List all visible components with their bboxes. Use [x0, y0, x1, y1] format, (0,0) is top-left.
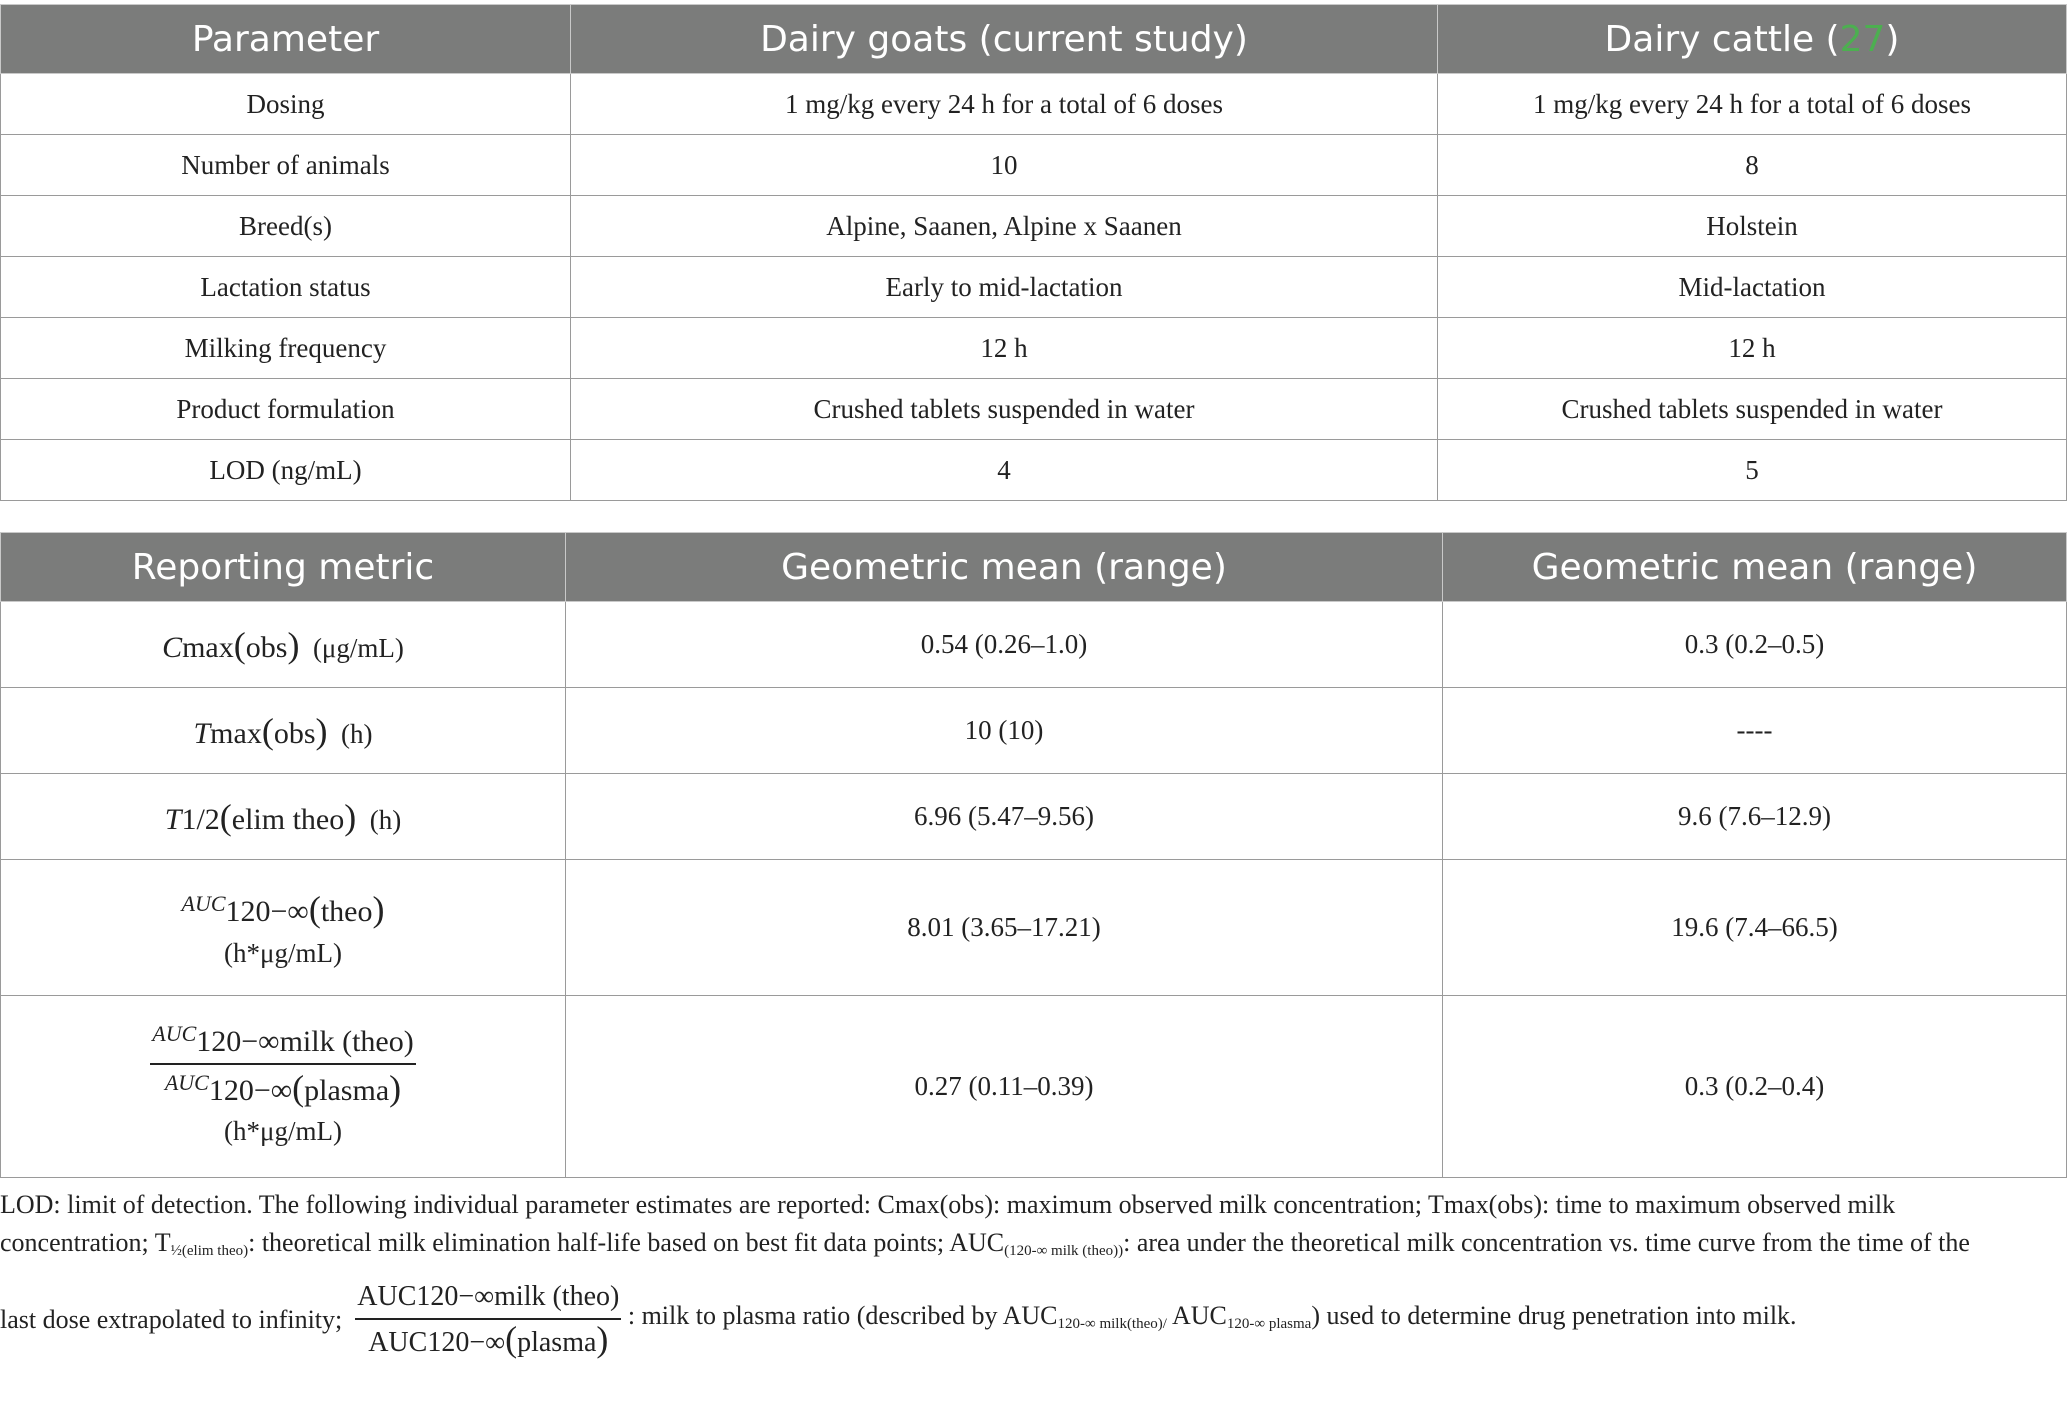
table-footnote [0, 1186, 2066, 1360]
footnote-line-2: concentration; T½(elim theo): theoretical milk elimination half-life based on best fit data points; AUC(120-∞ milk (theo)): area under the theoretical milk concentration vs. time curve from the time of the [0, 1228, 1970, 1259]
goat-value: 4 [571, 440, 1438, 501]
goat-value: 1 mg/kg every 24 h for a total of 6 doses [571, 74, 1438, 135]
metric-cmax: Cmax(obs) (μg/mL) [1, 602, 566, 688]
pk-metrics-table [0, 532, 2067, 1178]
table-row [1, 74, 2067, 135]
table-row [1, 379, 2067, 440]
footnote-fraction: $\frac{\text{AUC120−∞milk (theo)}}{\text{AUC120−∞(plasma)}}$ [357, 1281, 620, 1359]
metric-thalf: T1/2(elim theo) (h) [1, 774, 566, 860]
ratio-fraction: $\frac{^{AUC}120-\infty milk (theo)}{^{AUC}120-\infty(plasma)}$ [152, 1020, 414, 1108]
cattle-value: 9.6 (7.6–12.9) [1443, 774, 2067, 860]
goat-value: 6.96 (5.47–9.56) [566, 774, 1443, 860]
table-header-row [1, 533, 2067, 602]
table-row [1, 318, 2067, 379]
row-label: Dosing [1, 74, 571, 135]
header-parameter: Parameter [1, 5, 571, 74]
row-label: Product formulation [1, 379, 571, 440]
goat-value: 10 [571, 135, 1438, 196]
cattle-value: 5 [1438, 440, 2067, 501]
header-dairy-goats: Dairy goats (current study) [571, 5, 1438, 74]
goat-value: Alpine, Saanen, Alpine x Saanen [571, 196, 1438, 257]
cattle-value: 1 mg/kg every 24 h for a total of 6 doses [1438, 74, 2067, 135]
reference-link[interactable]: 27 [1839, 18, 1886, 60]
row-label: Number of animals [1, 135, 571, 196]
cattle-value: 0.3 (0.2–0.5) [1443, 602, 2067, 688]
study-comparison-table [0, 4, 2067, 501]
table-row [1, 440, 2067, 501]
table-row [1, 602, 2067, 688]
metric-milk-plasma-ratio: $\frac{^{AUC}120-\infty milk (theo)}{^{AUC}120-\infty(plasma)}$ (h*μg/mL) [1, 996, 566, 1178]
header-dairy-cattle: Dairy cattle (27) [1438, 5, 2067, 74]
header-reporting-metric: Reporting metric [1, 533, 566, 602]
table-header-row [1, 5, 2067, 74]
row-label: Milking frequency [1, 318, 571, 379]
cattle-value: 12 h [1438, 318, 2067, 379]
table-row [1, 996, 2067, 1178]
table-row [1, 257, 2067, 318]
goat-value: Early to mid-lactation [571, 257, 1438, 318]
metric-auc: $^{AUC}$120−∞(theo) (h*μg/mL) [1, 860, 566, 996]
cattle-value: 19.6 (7.4–66.5) [1443, 860, 2067, 996]
goat-value: 12 h [571, 318, 1438, 379]
cattle-value: ---- [1443, 688, 2067, 774]
header-goats-geomean: Geometric mean (range) [566, 533, 1443, 602]
cattle-value: Holstein [1438, 196, 2067, 257]
table-row [1, 135, 2067, 196]
metric-tmax: Tmax(obs) (h) [1, 688, 566, 774]
cattle-value: Mid-lactation [1438, 257, 2067, 318]
table-row [1, 196, 2067, 257]
goat-value: Crushed tablets suspended in water [571, 379, 1438, 440]
goat-value: 8.01 (3.65–17.21) [566, 860, 1443, 996]
cattle-value: Crushed tablets suspended in water [1438, 379, 2067, 440]
footnote-line-3: last dose extrapolated to infinity; $\frac{\text{AUC120−∞milk (theo)}}{\text{AUC120−∞(plasma)}}$ : milk to plasma ratio (described by AUC120-∞ milk(theo)/ AUC120-∞ plasma) used to determine drug penetration into milk. [0, 1281, 1797, 1359]
footnote-line-1: LOD: limit of detection. The following individual parameter estimates are reported: Cmax(obs): maximum observed milk concentration; Tmax(obs): time to maximum observed milk [0, 1190, 1896, 1219]
header-cattle-geomean: Geometric mean (range) [1443, 533, 2067, 602]
goat-value: 10 (10) [566, 688, 1443, 774]
row-label: LOD (ng/mL) [1, 440, 571, 501]
cattle-value: 8 [1438, 135, 2067, 196]
table-row [1, 774, 2067, 860]
table-row [1, 688, 2067, 774]
goat-value: 0.54 (0.26–1.0) [566, 602, 1443, 688]
table-row [1, 860, 2067, 996]
goat-value: 0.27 (0.11–0.39) [566, 996, 1443, 1178]
table-body [1, 74, 2067, 501]
row-label: Breed(s) [1, 196, 571, 257]
row-label: Lactation status [1, 257, 571, 318]
cattle-value: 0.3 (0.2–0.4) [1443, 996, 2067, 1178]
